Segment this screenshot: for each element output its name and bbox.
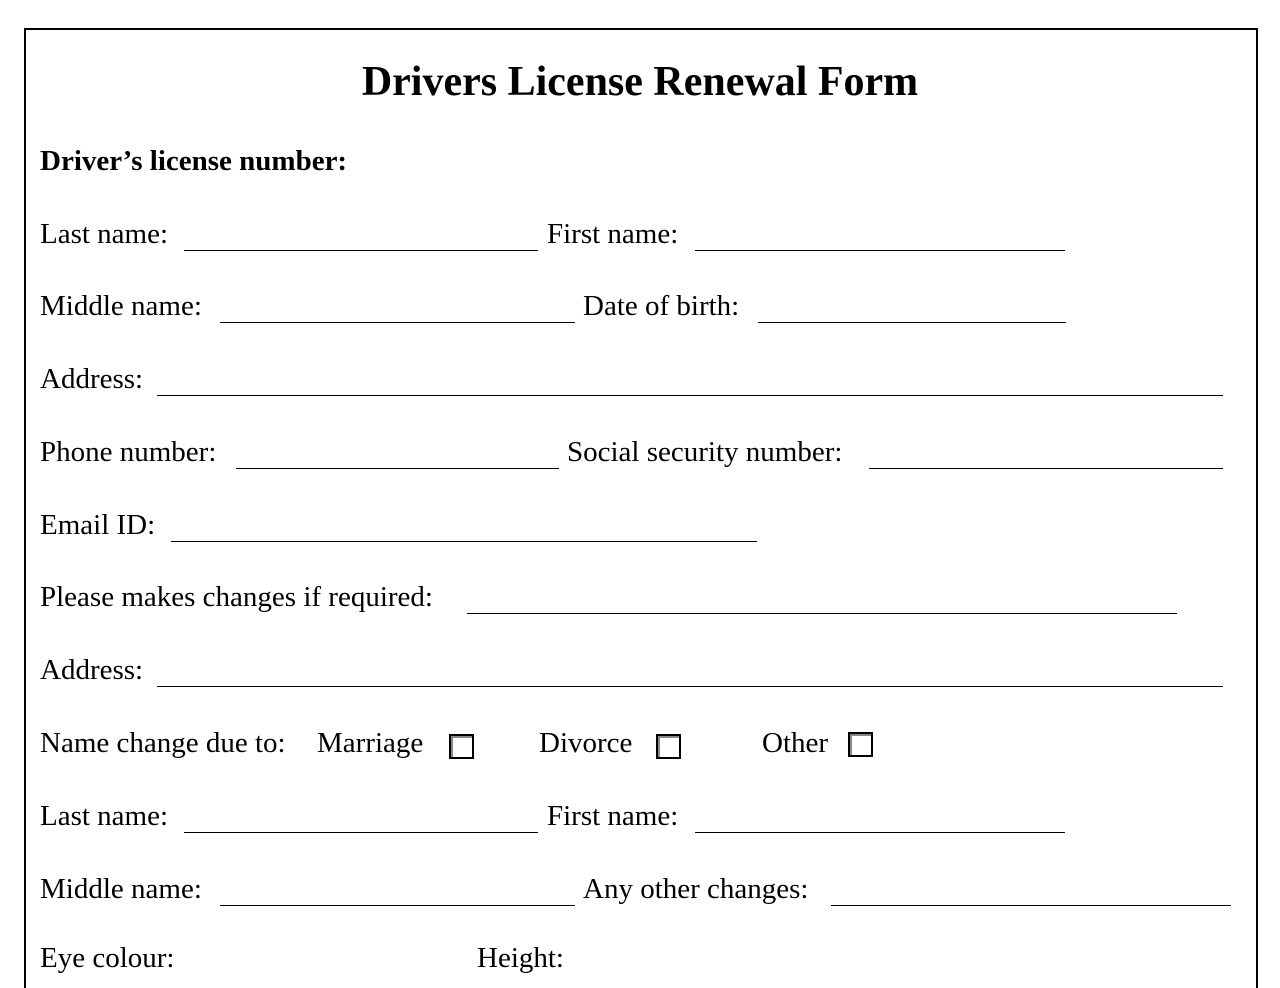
- middle-name-field[interactable]: [220, 322, 575, 323]
- license-number-label: Driver’s license number:: [40, 145, 348, 177]
- first-name2-label: First name:: [547, 800, 679, 832]
- last-name-field[interactable]: [184, 250, 538, 251]
- name-row: [40, 218, 1240, 258]
- last-name2-label: Last name:: [40, 800, 169, 832]
- middle-dob-row: [40, 290, 1240, 330]
- marriage-label: Marriage: [317, 727, 424, 759]
- divorce-label: Divorce: [539, 727, 633, 759]
- dob-label: Date of birth:: [583, 290, 740, 322]
- other-checkbox[interactable]: [848, 732, 873, 757]
- name-change-row: [40, 727, 1240, 767]
- address2-field[interactable]: [157, 686, 1223, 687]
- changes-field[interactable]: [467, 613, 1177, 614]
- last-name2-field[interactable]: [184, 832, 538, 833]
- first-name2-field[interactable]: [695, 832, 1065, 833]
- other-changes-label: Any other changes:: [583, 873, 809, 905]
- address-row: [40, 363, 1240, 403]
- form-title: Drivers License Renewal Form: [361, 59, 919, 105]
- email-field[interactable]: [171, 541, 757, 542]
- email-row: [40, 509, 1240, 549]
- height-label: Height:: [477, 942, 564, 974]
- first-name-field[interactable]: [695, 250, 1065, 251]
- middle-name2-field[interactable]: [220, 905, 575, 906]
- middle2-row: [40, 873, 1240, 913]
- address-field[interactable]: [157, 395, 1223, 396]
- dob-field[interactable]: [758, 322, 1066, 323]
- middle-name2-label: Middle name:: [40, 873, 202, 905]
- email-label: Email ID:: [40, 509, 156, 541]
- changes-label: Please makes changes if required:: [40, 581, 433, 613]
- divorce-checkbox[interactable]: [656, 734, 681, 759]
- other-label: Other: [762, 727, 829, 759]
- phone-label: Phone number:: [40, 436, 217, 468]
- other-changes-field[interactable]: [831, 905, 1231, 906]
- last-name-label: Last name:: [40, 218, 169, 250]
- phone-field[interactable]: [236, 468, 559, 469]
- changes-row: [40, 581, 1240, 621]
- name-change-label: Name change due to:: [40, 727, 286, 759]
- address2-row: [40, 654, 1240, 694]
- address-label: Address:: [40, 363, 144, 395]
- name2-row: [40, 800, 1240, 840]
- middle-name-label: Middle name:: [40, 290, 202, 322]
- marriage-checkbox[interactable]: [449, 734, 474, 759]
- ssn-label: Social security number:: [567, 436, 843, 468]
- first-name-label: First name:: [547, 218, 679, 250]
- eye-colour-label: Eye colour:: [40, 942, 175, 974]
- phone-ssn-row: [40, 436, 1240, 476]
- eye-height-row: [40, 942, 1240, 982]
- ssn-field[interactable]: [869, 468, 1223, 469]
- address2-label: Address:: [40, 654, 144, 686]
